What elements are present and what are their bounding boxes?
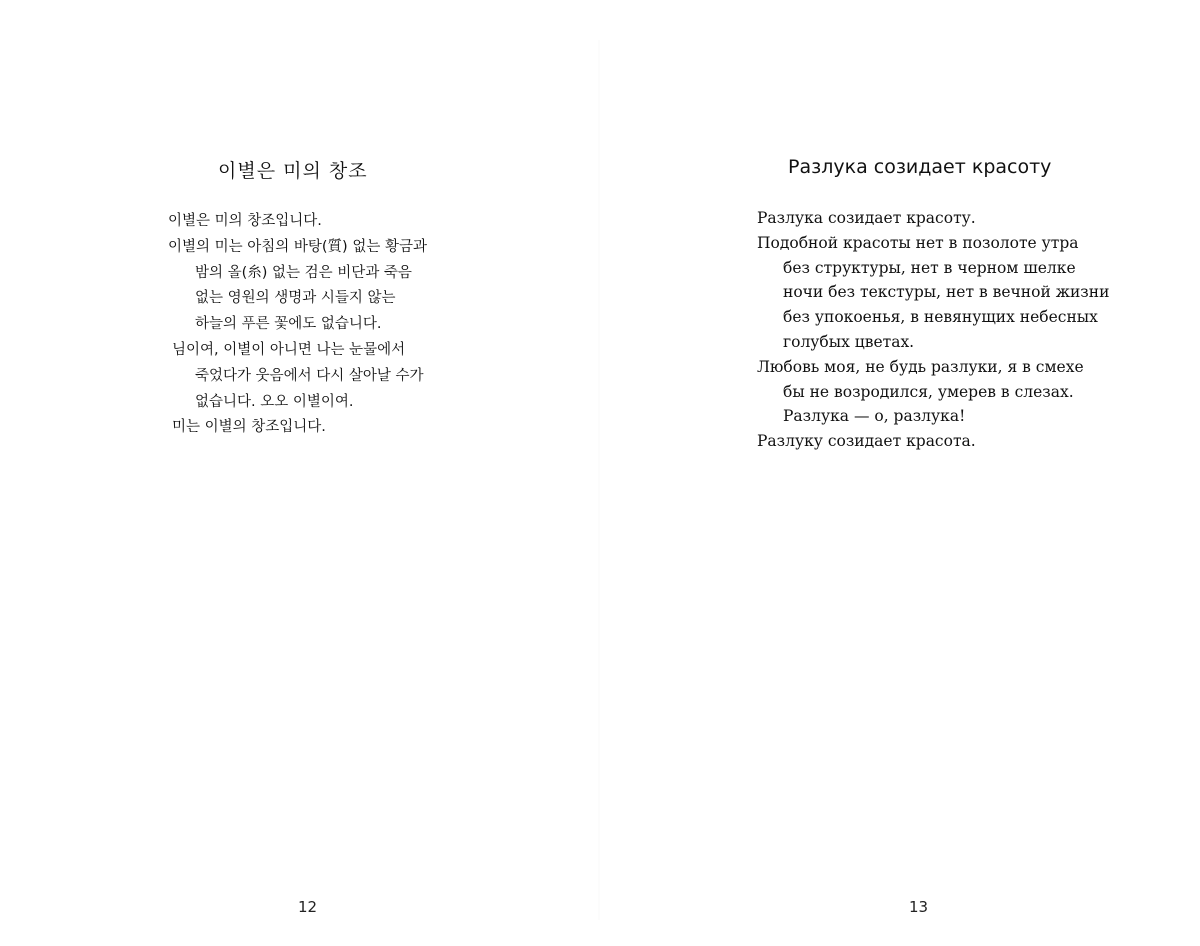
- russian-poem-body: [757, 206, 1109, 454]
- korean-poem-body: [168, 209, 427, 441]
- russian-poem-title: Разлука созидает красоту: [788, 156, 1052, 178]
- russian-poem-line: Разлука — о, разлука!: [783, 407, 966, 426]
- page-number-right: 13: [909, 898, 929, 916]
- russian-poem-line: голубых цветах.: [783, 332, 915, 351]
- russian-poem-line: Подобной красоты нет в позолоте утра: [757, 233, 1079, 252]
- korean-poem-line: 이별의 미는 아침의 바탕(質) 없는 황금과: [168, 238, 427, 255]
- page-number-left: 12: [298, 898, 318, 916]
- left-page: [0, 0, 598, 946]
- korean-poem-line: 죽었다가 웃음에서 다시 살아날 수가: [195, 367, 424, 384]
- korean-poem-line: 없습니다. 오오 이별이여.: [195, 393, 354, 410]
- korean-poem-line: 밤의 올(糸) 없는 검은 비단과 죽음: [195, 264, 412, 281]
- russian-poem-line: Разлука созидает красоту.: [757, 209, 976, 227]
- russian-poem-line: ночи без текстуры, нет в вечной жизни: [783, 283, 1110, 302]
- korean-poem-line: 미는 이별의 창조입니다.: [172, 419, 326, 436]
- russian-poem-line: Любовь моя, не будь разлуки, я в смехе: [757, 357, 1084, 376]
- russian-poem-line: Разлуку созидает красота.: [757, 432, 976, 451]
- right-page: [600, 0, 1200, 946]
- korean-poem-title: 이별은 미의 창조: [218, 160, 368, 182]
- russian-poem-line: без структуры, нет в черном шелке: [783, 258, 1076, 277]
- korean-poem-line: 없는 영원의 생명과 시들지 않는: [195, 290, 396, 307]
- russian-poem-line: без упокоенья, в невянущих небесных: [783, 308, 1098, 327]
- korean-poem-line: 님이여, 이별이 아니면 나는 눈물에서: [172, 341, 406, 358]
- russian-poem-line: бы не возродился, умерев в слезах.: [783, 382, 1074, 401]
- korean-poem-line: 하늘의 푸른 꽃에도 없습니다.: [195, 316, 382, 333]
- korean-poem-line: 이별은 미의 창조입니다.: [168, 213, 322, 229]
